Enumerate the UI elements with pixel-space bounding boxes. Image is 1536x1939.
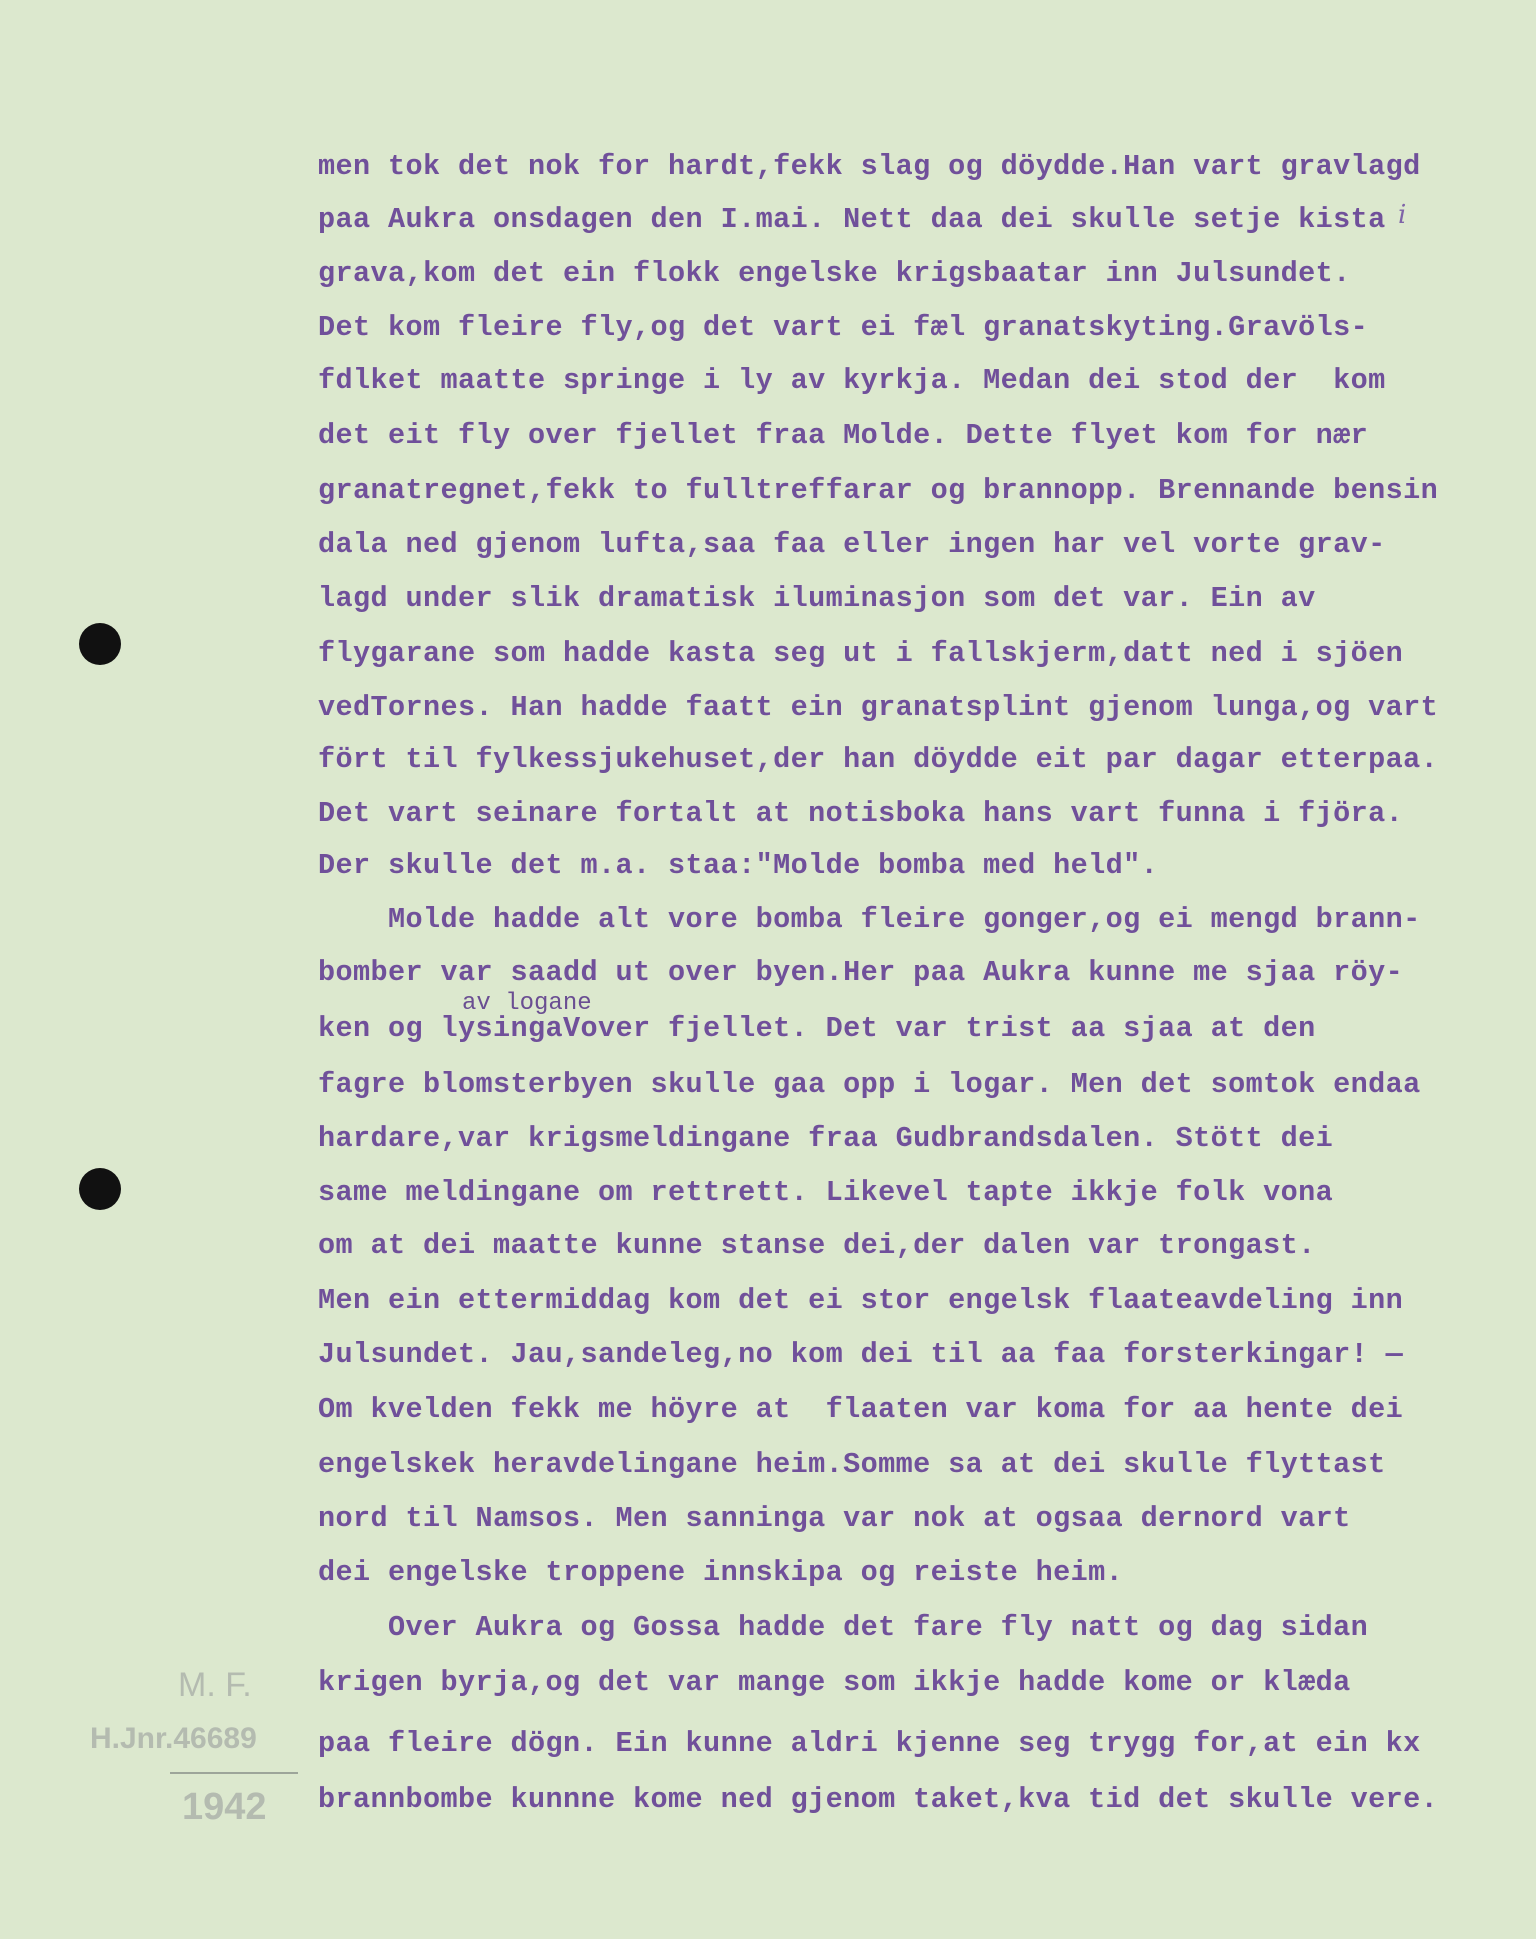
text-line-13: Det vart seinare fortalt at notisboka hans vart funna i fjöra. xyxy=(318,797,1404,830)
text-line-21: om at dei maatte kunne stanse dei,der dalen var trongast. xyxy=(318,1229,1316,1262)
text-line-6: det eit fly over fjellet fraa Molde. Dette flyet kom for nær xyxy=(318,419,1369,452)
text-line-15: Molde hadde alt vore bomba fleire gonger,og ei mengd brann- xyxy=(318,903,1421,936)
text-line-29: krigen byrja,og det var mange som ikkje hadde kome or klæda xyxy=(318,1666,1351,1699)
text-line-11: vedTornes. Han hadde faatt ein granatsplint gjenom lunga,og vart xyxy=(318,691,1439,724)
text-line-19: hardare,var krigsmeldingane fraa Gudbrandsdalen. Stött dei xyxy=(318,1122,1334,1155)
text-line-10: flygarane som hadde kasta seg ut i fallskjerm,datt ned i sjöen xyxy=(318,637,1404,670)
text-line-28: Over Aukra og Gossa hadde det fare fly natt og dag sidan xyxy=(318,1611,1369,1644)
text-line-27: dei engelske troppene innskipa og reiste heim. xyxy=(318,1556,1124,1589)
punch-hole-top xyxy=(79,623,121,665)
text-line-18: fagre blomsterbyen skulle gaa opp i logar. Men det somtok endaa xyxy=(318,1068,1421,1101)
text-line-25: engelskek heravdelingane heim.Somme sa at dei skulle flyttast xyxy=(318,1448,1386,1481)
text-line-12: fört til fylkessjukehuset,der han döydde eit par dagar etterpaa. xyxy=(318,743,1439,776)
text-line-17: ken og lysingaVover fjellet. Det var trist aa sjaa at den xyxy=(318,1012,1316,1045)
text-line-3: grava,kom det ein flokk engelske krigsbaatar inn Julsundet. xyxy=(318,257,1351,290)
text-line-26: nord til Namsos. Men sanninga var nok at ogsaa dernord vart xyxy=(318,1502,1351,1535)
text-line-16: bomber var saadd ut over byen.Her paa Aukra kunne me sjaa röy- xyxy=(318,956,1404,989)
archive-stamp-year: 1942 xyxy=(182,1786,267,1828)
typed-text xyxy=(318,148,1458,1816)
interlinear-insertion: av logane xyxy=(462,990,592,1017)
margin-note: i xyxy=(1398,200,1407,230)
text-line-24: Om kvelden fekk me höyre at flaaten var koma for aa hente dei xyxy=(318,1393,1404,1426)
archive-stamp-initials: M. F. xyxy=(178,1666,252,1704)
text-line-2: paa Aukra onsdagen den I.mai. Nett daa dei skulle setje kista xyxy=(318,203,1386,236)
text-line-23: Julsundet. Jau,sandeleg,no kom dei til aa faa forsterkingar! — xyxy=(318,1338,1404,1371)
punch-hole-bottom xyxy=(79,1168,121,1210)
text-line-9: lagd under slik dramatisk iluminasjon som det var. Ein av xyxy=(318,582,1316,615)
text-line-8: dala ned gjenom lufta,saa faa eller ingen har vel vorte grav- xyxy=(318,528,1386,561)
text-line-5: fdlket maatte springe i ly av kyrkja. Medan dei stod der kom xyxy=(318,364,1386,397)
archive-stamp-rule xyxy=(170,1772,298,1774)
text-line-14: Der skulle det m.a. staa:"Molde bomba med held". xyxy=(318,849,1159,882)
text-line-30: paa fleire dögn. Ein kunne aldri kjenne seg trygg for,at ein kx xyxy=(318,1727,1421,1760)
text-line-22: Men ein ettermiddag kom det ei stor engelsk flaateavdeling inn xyxy=(318,1284,1404,1317)
text-line-20: same meldingane om rettrett. Likevel tapte ikkje folk vona xyxy=(318,1176,1334,1209)
text-line-1: men tok det nok for hardt,fekk slag og döydde.Han vart gravlagd xyxy=(318,150,1421,183)
text-line-31: brannbombe kunnne kome ned gjenom taket,kva tid det skulle vere. xyxy=(318,1783,1439,1816)
text-line-7: granatregnet,fekk to fulltreffarar og brannopp. Brennande bensin xyxy=(318,474,1439,507)
text-line-4: Det kom fleire fly,og det vart ei fæl granatskyting.Gravöls- xyxy=(318,311,1369,344)
archive-stamp-journal-number: H.Jnr.46689 xyxy=(90,1722,257,1755)
